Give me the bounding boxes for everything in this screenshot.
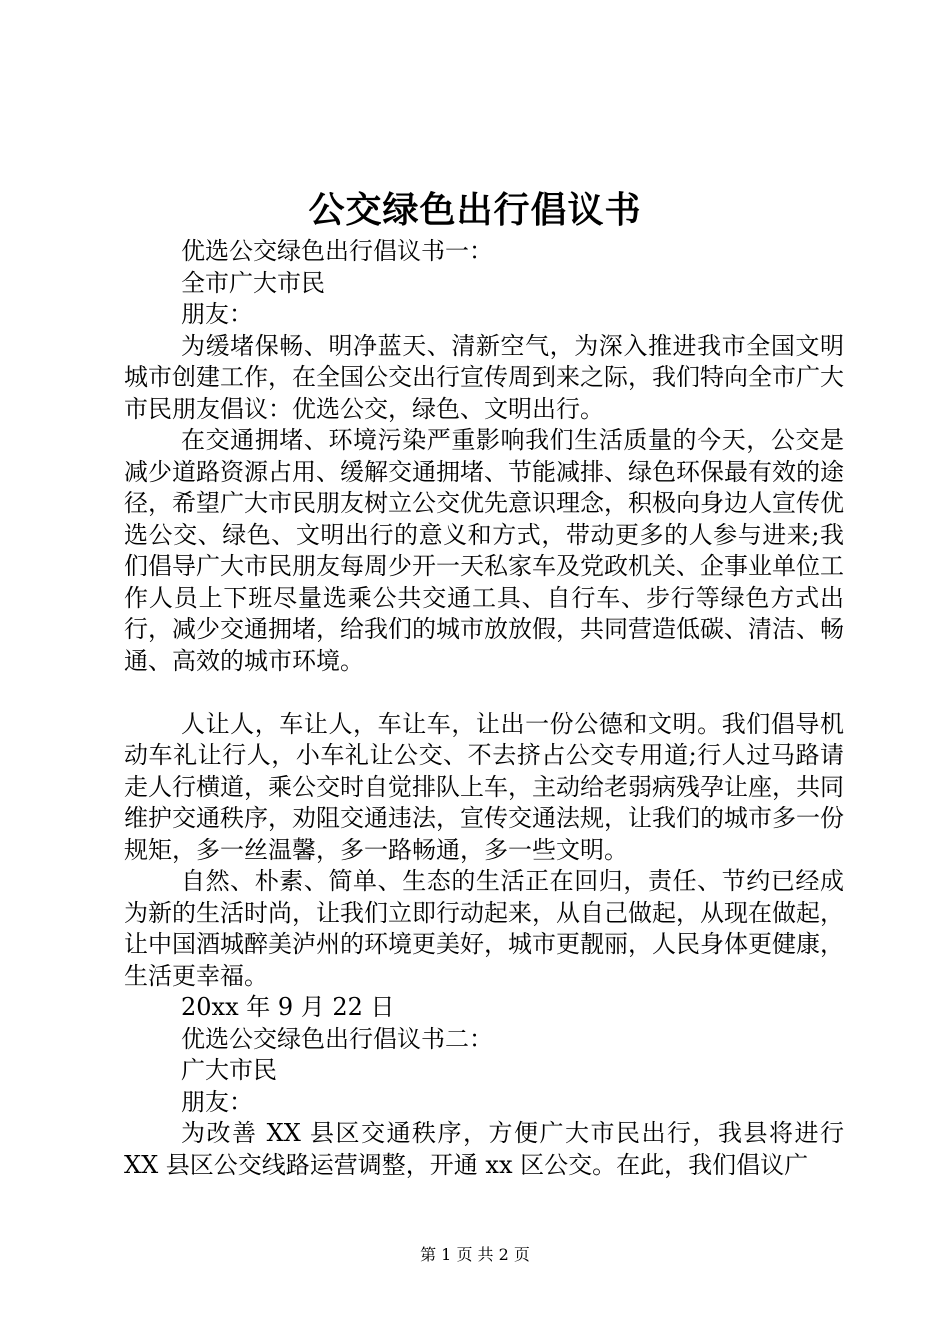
salutation-line-1b: 朋友： [181,300,253,328]
paragraph-spacer [124,677,844,709]
salutation-line-2b: 朋友： [181,1087,253,1116]
section-heading-2: 优选公交绿色出行倡议书二： [181,1024,493,1053]
paragraph-1: 为缓堵保畅、明净蓝天、清新空气，为深入推进我市全国文明城市创建工作，在全国公交出行宣传周到来之际，我们特向全市广大市民朋友倡议：优选公交，绿色、文明出行。 [124,331,844,423]
section-heading-1: 优选公交绿色出行倡议书一： [181,237,493,265]
document-title: 公交绿色出行倡议书 [308,189,642,231]
date-line: 20xx 年 9 月 22 日 [181,993,395,1021]
paragraph-4: 自然、朴素、简单、生态的生活正在回归，责任、节约已经成为新的生活时尚，让我们立即行动起来，从自己做起，从现在做起，让中国酒城醉美泸州的环境更美好，城市更靓丽，人民身体更健康，生活更幸福。 [124,867,844,990]
salutation-line-2a: 广大市民 [181,1056,277,1084]
document-body [124,236,844,1181]
paragraph-3: 人让人，车让人，车让车，让出一份公德和文明。我们倡导机动车礼让行人，小车礼让公交、不去挤占公交专用道;行人过马路请走人行横道，乘公交时自觉排队上车，主动给老弱病残孕让座，共同维护交通秩序，劝阻交通违法，宣传交通法规，让我们的城市多一份规矩，多一丝温馨，多一路畅通，多一些文明。 [124,709,844,864]
paragraph-2: 在交通拥堵、环境污染严重影响我们生活质量的今天，公交是减少道路资源占用、缓解交通拥堵、节能减排、绿色环保最有效的途径，希望广大市民朋友树立公交优先意识理念，积极向身边人宣传优选公交、绿色、文明出行的意义和方式，带动更多的人参与进来;我们倡导广大市民朋友每周少开一天私家车及党政机关、企事业单位工作人员上下班尽量选乘公共交通工具、自行车、步行等绿色方式出行，减少交通拥堵，给我们的城市放放假，共同营造低碳、清洁、畅通、高效的城市环境。 [124,426,844,675]
page-footer: 第 1 页 共 2 页 [420,1245,530,1264]
salutation-line-1a: 全市广大市民 [181,268,325,297]
paragraph-5: 为改善 XX 县区交通秩序，方便广大市民出行，我县将进行 XX 县区公交线路运营调整，开通 xx 区公交。在此，我们倡议广 [124,1119,844,1179]
